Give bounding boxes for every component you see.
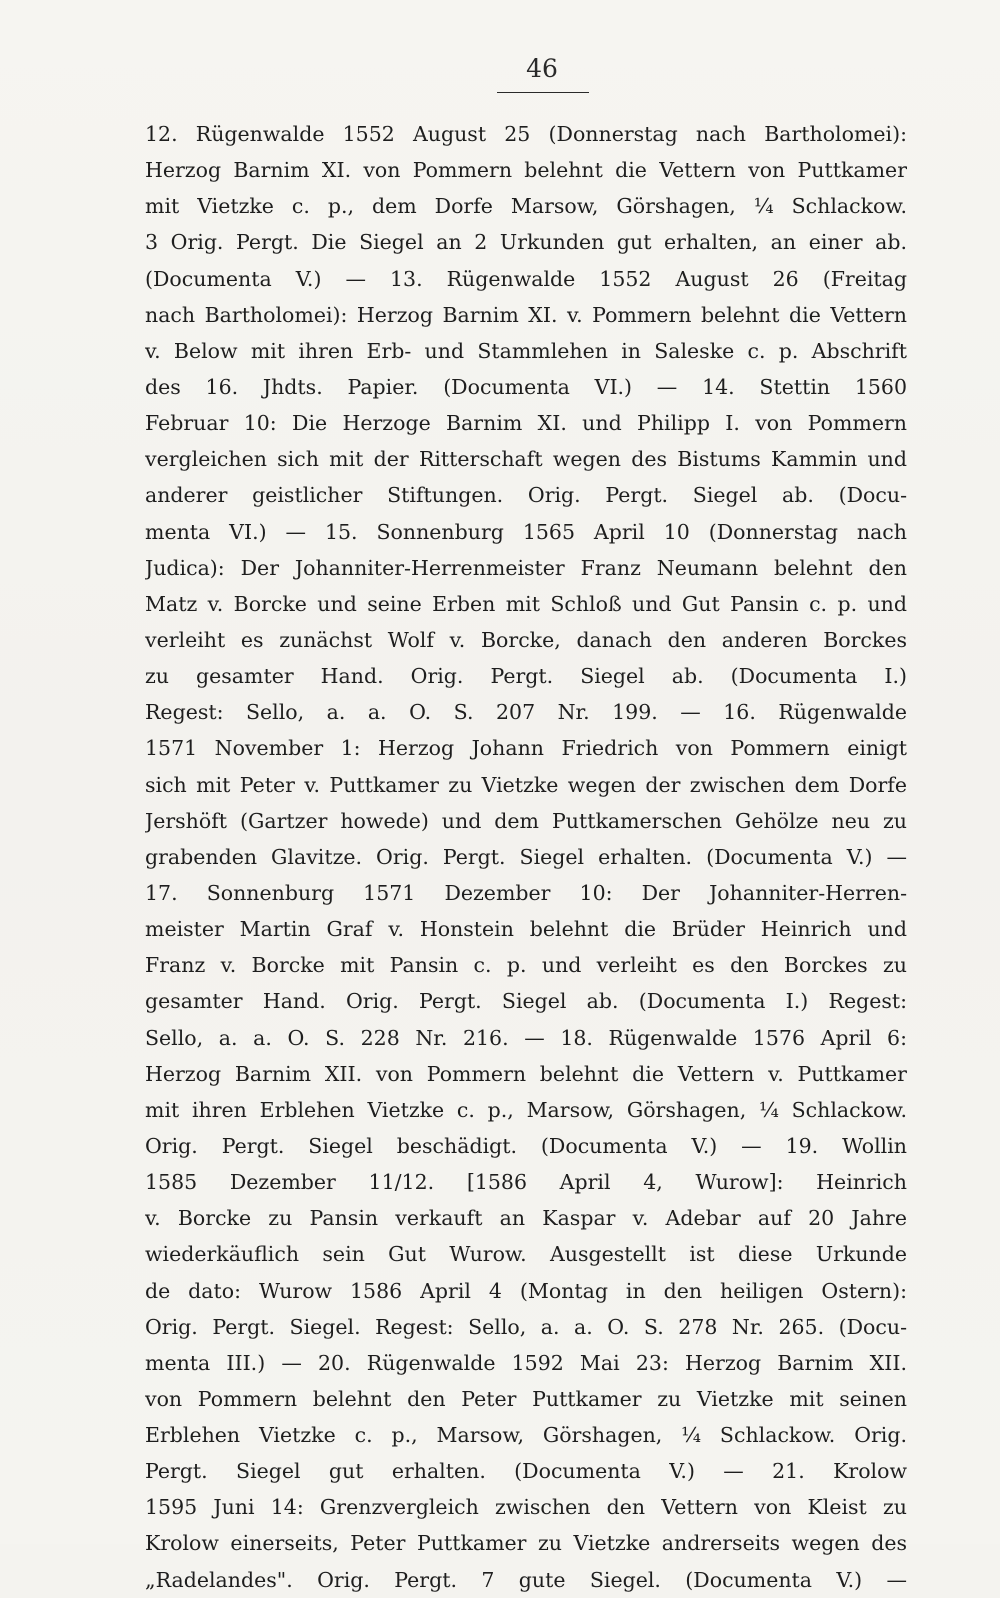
page-number-rule [497,92,589,93]
text-line: „Radelandes". Orig. Pergt. 7 gute Siegel. (Documenta V.) — [145,1567,907,1592]
text-line: Februar 10: Die Herzoge Barnim XI. und Philipp I. von Pommern [145,411,907,436]
text-line: v. Below mit ihren Erb- und Stammlehen in Saleske c. p. Abschrift [145,338,907,363]
text-line: Pergt. Siegel gut erhalten. (Documenta V.) — 21. Krolow [145,1459,907,1484]
text-line: meister Martin Graf v. Honstein belehnt die Brüder Heinrich und [145,917,907,942]
text-line: Erblehen Vietzke c. p., Marsow, Görshagen, ¼ Schlackow. Orig. [145,1423,907,1448]
text-line: von Pommern belehnt den Peter Puttkamer zu Vietzke mit seinen [145,1386,907,1411]
text-line: Sello, a. a. O. S. 228 Nr. 216. — 18. Rügenwalde 1576 April 6: [145,1025,907,1050]
text-line: nach Bartholomei): Herzog Barnim XI. v. Pommern belehnt die Vettern [145,302,907,327]
text-line: Jershöft (Gartzer howede) und dem Puttkamerschen Gehölze neu zu [145,808,907,833]
text-line: 17. Sonnenburg 1571 Dezember 10: Der Johanniter-Herren- [145,880,907,905]
page-number: 46 [526,54,558,83]
text-line: wiederkäuflich sein Gut Wurow. Ausgestellt ist diese Urkunde [145,1242,907,1267]
text-line: zu gesamter Hand. Orig. Pergt. Siegel ab. (Documenta I.) [145,664,907,689]
text-line: 1585 Dezember 11/12. [1586 April 4, Wurow]: Heinrich [145,1170,907,1195]
text-line: Franz v. Borcke mit Pansin c. p. und verleiht es den Borckes zu [145,953,907,978]
text-line: menta VI.) — 15. Sonnenburg 1565 April 10 (Donnerstag nach [145,519,907,544]
text-line: verleiht es zunächst Wolf v. Borcke, danach den anderen Borckes [145,627,907,652]
text-line: Judica): Der Johanniter-Herrenmeister Franz Neumann belehnt den [145,555,907,580]
text-line: 3 Orig. Pergt. Die Siegel an 2 Urkunden gut erhalten, an einer ab. [145,230,907,255]
text-line: Herzog Barnim XII. von Pommern belehnt die Vettern v. Puttkamer [145,1061,907,1086]
text-line: Matz v. Borcke und seine Erben mit Schloß und Gut Pansin c. p. und [145,591,907,616]
text-line: 1595 Juni 14: Grenzvergleich zwischen den Vettern von Kleist zu [145,1495,907,1520]
text-line: des 16. Jhdts. Papier. (Documenta VI.) — 14. Stettin 1560 [145,374,907,399]
text-line: menta III.) — 20. Rügenwalde 1592 Mai 23: Herzog Barnim XII. [145,1350,907,1375]
text-line: Krolow einerseits, Peter Puttkamer zu Vietzke andrerseits wegen des [145,1531,907,1556]
text-line: grabenden Glavitze. Orig. Pergt. Siegel erhalten. (Documenta V.) — [145,844,907,869]
text-line: mit Vietzke c. p., dem Dorfe Marsow, Görshagen, ¼ Schlackow. [145,194,907,219]
text-line: (Documenta V.) — 13. Rügenwalde 1552 August 26 (Freitag [145,266,907,291]
text-line: anderer geistlicher Stiftungen. Orig. Pergt. Siegel ab. (Docu- [145,483,907,508]
text-line: sich mit Peter v. Puttkamer zu Vietzke wegen der zwischen dem Dorfe [145,772,907,797]
text-line: vergleichen sich mit der Ritterschaft wegen des Bistums Kammin und [145,447,907,472]
text-line: Regest: Sello, a. a. O. S. 207 Nr. 199. — 16. Rügenwalde [145,700,907,725]
body-text [145,116,907,1598]
text-line: gesamter Hand. Orig. Pergt. Siegel ab. (Documenta I.) Regest: [145,989,907,1014]
text-line: 1571 November 1: Herzog Johann Friedrich von Pommern einigt [145,736,907,761]
text-line: Orig. Pergt. Siegel. Regest: Sello, a. a. O. S. 278 Nr. 265. (Docu- [145,1314,907,1339]
text-line: Orig. Pergt. Siegel beschädigt. (Documenta V.) — 19. Wollin [145,1133,907,1158]
text-line: v. Borcke zu Pansin verkauft an Kaspar v. Adebar auf 20 Jahre [145,1206,907,1231]
text-line: Herzog Barnim XI. von Pommern belehnt die Vettern von Puttkamer [145,158,907,183]
text-line: 12. Rügenwalde 1552 August 25 (Donnerstag nach Bartholomei): [145,122,907,146]
text-line: mit ihren Erblehen Vietzke c. p., Marsow, Görshagen, ¼ Schlackow. [145,1097,907,1122]
text-line: de dato: Wurow 1586 April 4 (Montag in den heiligen Ostern): [145,1278,907,1303]
